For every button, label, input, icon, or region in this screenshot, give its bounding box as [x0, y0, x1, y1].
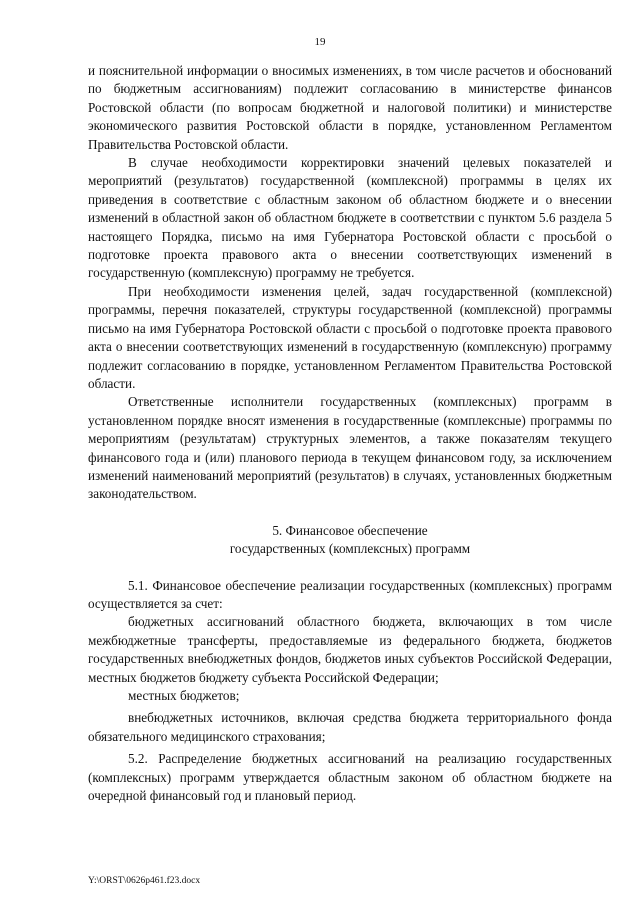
- paragraph-extrabudgetary: внебюджетных источников, включая средства бюджета территориального фонда обязательного медицинского страхования;: [88, 710, 612, 744]
- section-heading-line1: 5. Финансовое обеспечение: [272, 522, 428, 538]
- section-heading-line2: государственных (комплексных) программ: [229, 541, 471, 557]
- paragraph-5-2: 5.2. Распределение бюджетных ассигнований на реализацию государственных (комплексных) программ утверждается областным законом об областном бюджете на очередной финансовый год и плановый период.: [88, 751, 612, 804]
- section-heading: [88, 522, 612, 559]
- paragraph-responsible-executors: Ответственные исполнители государственных (комплексных) программ в установленном порядке вносят изменения в государственные (комплексные) программы по мероприятиям (результатам) структурных элементов, а также показателям текущего финансового года и (или) планового периода в текущем финансовом году, за исключением изменений наименований мероприятий (результатов) в случаях, установленных бюджетным законодательством.: [88, 394, 612, 502]
- paragraph-continuation: и пояснительной информации о вносимых изменениях, в том числе расчетов и обоснований по бюджетным ассигнованиям) подлежит согласованию в министерстве финансов Ростовской области (по вопросам бюджетной и налоговой политики) и министерстве экономического развития Ростовской области в порядке, установленном Регламентом Правительства Ростовской области.: [88, 63, 612, 152]
- paragraph-5-1: 5.1. Финансовое обеспечение реализации государственных (комплексных) программ осуществляется за счет:: [88, 577, 612, 611]
- document-body: [88, 62, 612, 805]
- paragraph-budget-allocations: бюджетных ассигнований областного бюджета, включающих в том числе межбюджетные трансферты, предоставляемые из федерального бюджета, бюджетов государственных внебюджетных фондов, бюджетов иных субъектов Российской Федерации, местных бюджетов бюджету субъекта Российской Федерации;: [88, 614, 612, 685]
- paragraph-local-budgets: местных бюджетов;: [128, 688, 240, 703]
- paragraph-goals-change: При необходимости изменения целей, задач государственной (комплексной) программы, перечня показателей, структуры государственной (комплексной) программы письмо на имя Губернатора Ростовской области с просьбой о подготовке проекта правового акта о внесении соответствующих изменений в государственную (комплексную) программу подлежит согласованию в порядке, установленном Регламентом Правительства Ростовской области.: [88, 283, 612, 391]
- page-number: 19: [314, 36, 326, 48]
- footer-file-path: Y:\ORST\0626p461.f23.docx: [88, 876, 201, 886]
- paragraph-correction-targets: В случае необходимости корректировки значений целевых показателей и мероприятий (результатов) государственной (комплексной) программы в целях их приведения в соответствие с областным законом об областном бюджете и о внесении изменений в областной закон об областном бюджете в соответствии с пунктом 5.6 раздела 5 настоящего Порядка, письмо на имя Губернатора Ростовской области с просьбой о подготовке проекта правового акта о внесении соответствующих изменений в государственную (комплексную) программу не требуется.: [88, 155, 612, 281]
